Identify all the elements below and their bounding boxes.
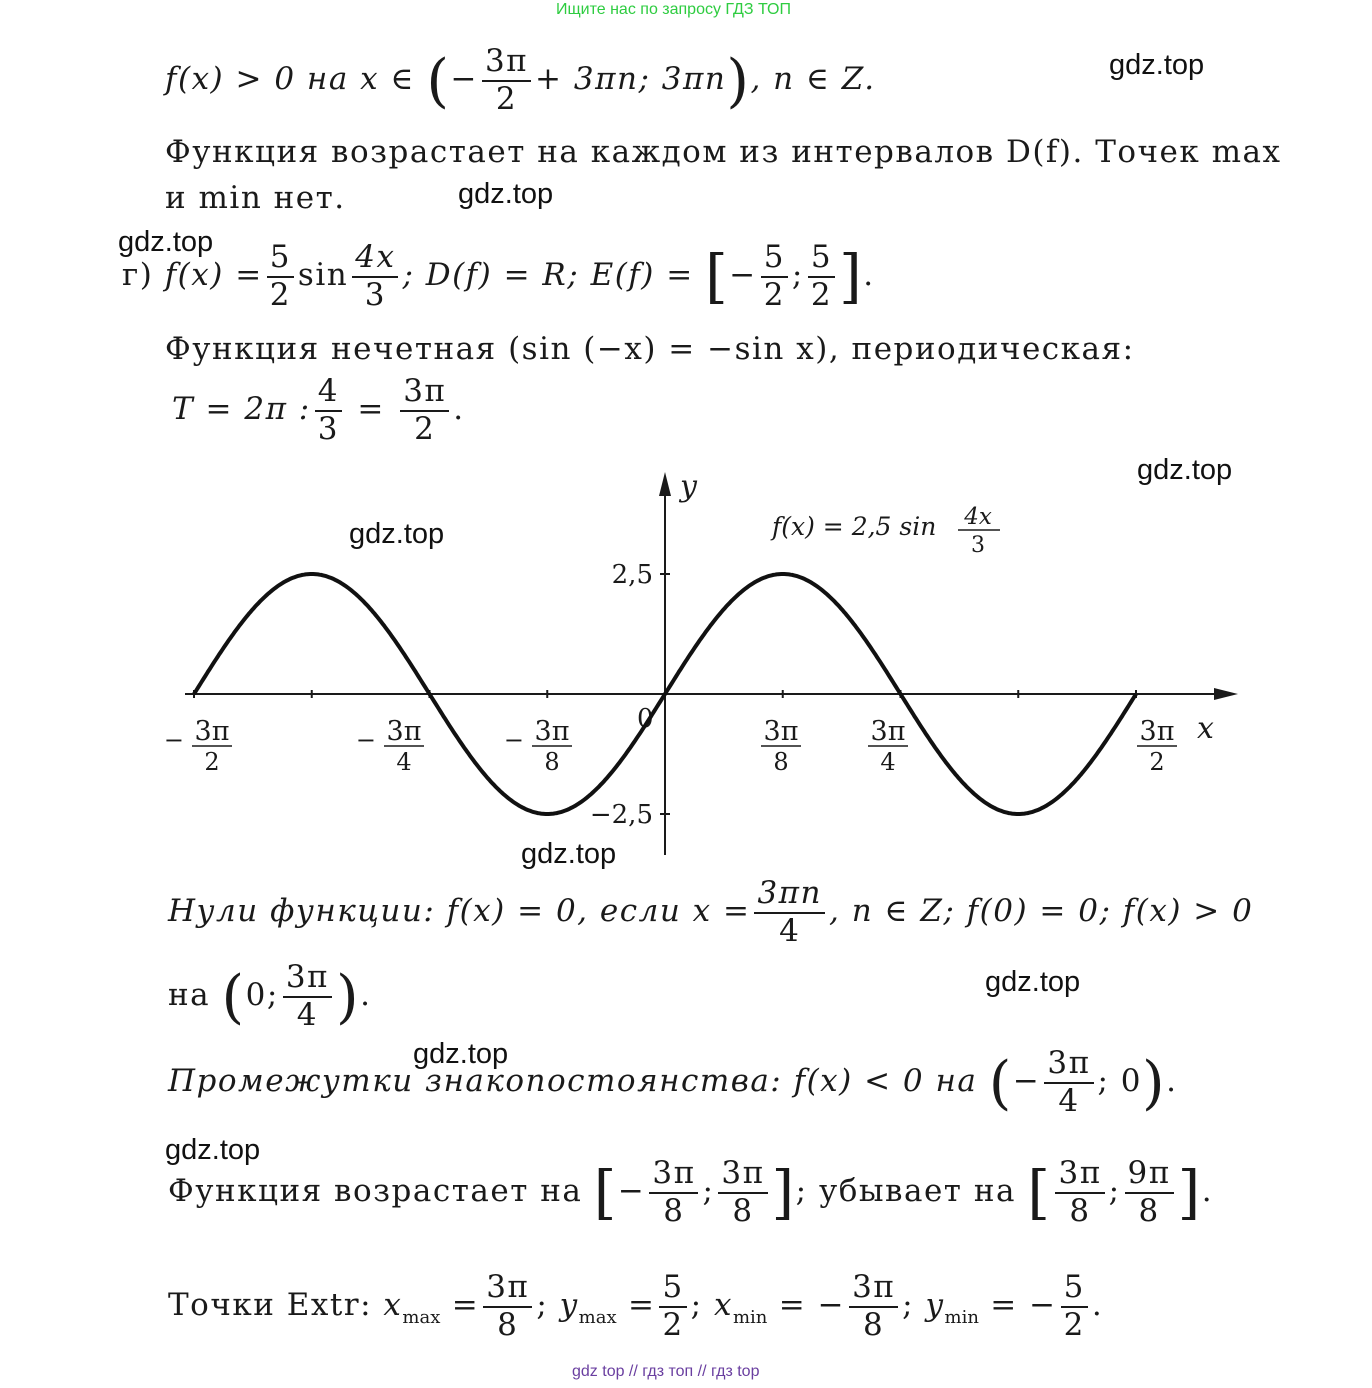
function-label-num: 4x bbox=[964, 504, 992, 530]
bracket-open: [ bbox=[593, 1158, 618, 1227]
x-tick-label: 2 bbox=[1149, 748, 1165, 776]
watermark: gdz.top bbox=[521, 838, 617, 870]
zeros-line bbox=[168, 876, 1253, 949]
positivity-line: f(x) > 0 на x ∈ (− $\frac{3\pi}{2}$ + 3πn; 3πn), n ∈ Z. bbox=[165, 43, 876, 117]
x-tick-label: 3π bbox=[763, 716, 799, 747]
origin-label: 0 bbox=[637, 704, 654, 734]
fraction: $\frac{3\pi}{8}$ bbox=[849, 1270, 898, 1343]
bracket-close: ] bbox=[1177, 1158, 1202, 1227]
fraction: $\frac{5}{2}$ bbox=[1061, 1270, 1088, 1343]
y-tick-label: −2,5 bbox=[589, 800, 653, 830]
monotonic-line: Функция возрастает на [− $\frac{3\pi}{8}$ ; $\frac{3\pi}{8}$ ]; убывает на [ $\frac{3\pi}{8}$ ; $\frac{9\pi}{8}$ ]. bbox=[168, 1155, 1214, 1229]
x-tick-label: 3π bbox=[386, 716, 422, 747]
fraction: $\frac{3\pi}{2}$ bbox=[400, 374, 449, 447]
bracket-open: [ bbox=[1027, 1158, 1052, 1227]
decrease-text: ; убывает на bbox=[795, 1173, 1016, 1210]
watermark: gdz.top bbox=[349, 518, 445, 550]
fraction: $\frac{3\pi}{8}$ bbox=[483, 1270, 532, 1343]
set-text: , n ∈ Z. bbox=[750, 61, 876, 98]
fraction: $\frac{5}{2}$ bbox=[761, 240, 788, 313]
zeros-cond: , n ∈ Z; f(0) = 0; f(x) > 0 bbox=[829, 893, 1254, 930]
period-formula: T = 2π : $\frac{4}{3}$ = $\frac{3\pi}{2}$ . bbox=[172, 373, 465, 447]
x-tick-minus: − bbox=[163, 726, 184, 754]
x-tick-label: 8 bbox=[773, 748, 789, 776]
x-tick-label: 8 bbox=[544, 748, 560, 776]
interval-text: + 3πn; 3πn bbox=[535, 61, 727, 98]
paren-close: ) bbox=[726, 46, 751, 115]
paren-close: ) bbox=[335, 962, 361, 1031]
fraction: $\frac{3\pi n}{4}$ bbox=[754, 876, 825, 949]
fraction: $\frac{4}{3}$ bbox=[315, 374, 342, 447]
fraction: $\frac{3\pi}{8}$ bbox=[718, 1156, 767, 1229]
part-g-definition: г) f(x) = $\frac{5}{2}$ sin $\frac{4x}{3}$ ; D(f) = R; E(f) = [− $\frac{5}{2}$ ; $\frac{5}{2}$ ]. bbox=[122, 239, 875, 313]
watermark: gdz.top bbox=[985, 966, 1081, 998]
x-tick-label: 3π bbox=[194, 716, 230, 747]
fraction: $\frac{3\pi}{4}$ bbox=[283, 960, 332, 1033]
period-dot: . bbox=[863, 257, 875, 294]
x-tick-minus: − bbox=[503, 726, 524, 754]
fraction: $\frac{5}{2}$ bbox=[659, 1270, 686, 1343]
no-extrema-statement: и min нет. bbox=[165, 180, 346, 216]
increase-statement: Функция возрастает на каждом из интервалов D(f). Точек max bbox=[165, 134, 1282, 170]
y-axis-label: y bbox=[680, 469, 697, 504]
period-text: T = 2π : bbox=[172, 391, 311, 428]
watermark: gdz.top bbox=[1109, 49, 1205, 81]
y-tick-label: 2,5 bbox=[611, 560, 653, 590]
positivity-text: f(x) > 0 на x ∈ bbox=[165, 61, 415, 98]
bracket-open: [ bbox=[705, 242, 730, 311]
fraction: $\frac{3\pi}{2}$ bbox=[482, 44, 531, 117]
x-tick-label: 4 bbox=[396, 748, 412, 776]
paren-open: ( bbox=[426, 46, 451, 115]
domain-range-text: ; D(f) = R; E(f) = bbox=[402, 257, 694, 294]
watermark: gdz.top bbox=[458, 178, 554, 210]
watermark: gdz.top bbox=[165, 1134, 261, 1166]
x-axis-arrow bbox=[1214, 688, 1238, 700]
search-banner[interactable]: Ищите нас по запросу ГДЗ ТОП bbox=[556, 1, 791, 18]
x-tick-label: 3π bbox=[1139, 716, 1175, 747]
watermark: gdz.top bbox=[413, 1038, 509, 1070]
paren-open: ( bbox=[221, 962, 246, 1031]
na-text: на bbox=[168, 977, 211, 1014]
bracket-close: ] bbox=[771, 1158, 796, 1227]
sign-text: Промежутки знакопостоянства: f(x) < 0 на bbox=[168, 1063, 978, 1100]
function-def: f(x) = bbox=[164, 257, 263, 294]
fraction: $\frac{4x}{3}$ bbox=[352, 240, 398, 313]
function-label-den: 3 bbox=[971, 533, 985, 558]
paren-open: ( bbox=[988, 1048, 1013, 1117]
x-axis-label: x bbox=[1197, 711, 1214, 746]
zeros-text: Нули функции: f(x) = 0, если x = bbox=[168, 893, 751, 930]
fraction: $\frac{3\pi}{8}$ bbox=[649, 1156, 698, 1229]
fraction: $\frac{9\pi}{8}$ bbox=[1125, 1156, 1174, 1229]
x-tick-minus: − bbox=[355, 726, 376, 754]
watermark: gdz.top bbox=[118, 226, 214, 258]
x-tick-label: 2 bbox=[204, 748, 220, 776]
fraction: $\frac{5}{2}$ bbox=[267, 240, 294, 313]
y-axis-arrow bbox=[659, 472, 671, 496]
x-tick-label: 3π bbox=[534, 716, 570, 747]
positive-interval-line: на (0; $\frac{3\pi}{4}$ ). bbox=[168, 959, 372, 1033]
fraction: $\frac{3\pi}{4}$ bbox=[1044, 1046, 1093, 1119]
extrema-line: Точки Extr: $x_{max}$ = $\frac{3\pi}{8}$ ; $y_{max}$ = $\frac{5}{2}$ ; $x_{min}$ = − $\frac{3\pi}{8}$ ; $y_{min}$ = − $\frac{5}{2}$ . bbox=[168, 1269, 1104, 1343]
paren-close: ) bbox=[1142, 1048, 1167, 1117]
fraction: $\frac{5}{2}$ bbox=[808, 240, 835, 313]
sign-line: Промежутки знакопостоянства: f(x) < 0 на (− $\frac{3\pi}{4}$ ; 0). bbox=[168, 1045, 1178, 1119]
extr-label: Точки Extr: bbox=[168, 1287, 373, 1324]
fraction: $\frac{3\pi}{8}$ bbox=[1055, 1156, 1104, 1229]
bracket-close: ] bbox=[839, 242, 864, 311]
part-label: г) bbox=[122, 257, 154, 294]
x-tick-label: 3π bbox=[870, 716, 906, 747]
odd-periodic-statement: Функция нечетная (sin (−x) = −sin x), периодическая: bbox=[165, 331, 1135, 367]
x-tick-label: 4 bbox=[880, 748, 896, 776]
sin-text: sin bbox=[297, 257, 349, 294]
footer-links[interactable]: gdz top // гдз топ // гдз top bbox=[572, 1363, 760, 1380]
watermark: gdz.top bbox=[1137, 454, 1233, 486]
increase-text: Функция возрастает на bbox=[168, 1173, 583, 1210]
function-label: f(x) = 2,5 sin bbox=[772, 512, 937, 541]
